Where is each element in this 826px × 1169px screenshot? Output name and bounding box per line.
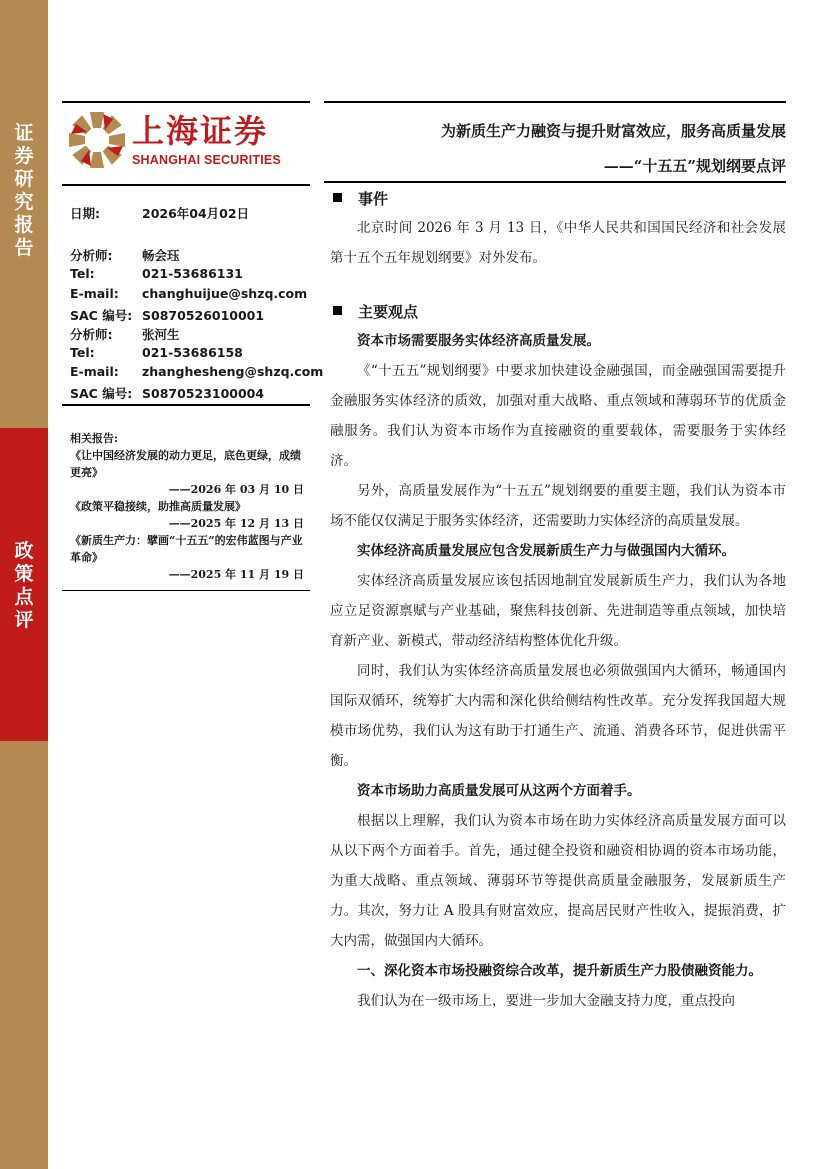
- analyst-name-row: [70, 325, 180, 343]
- analyst-tel-row: [70, 345, 243, 360]
- paragraph: 实体经济高质量发展应该包括因地制宜发展新质生产力，我们认为各地应立足资源禀赋与产业基础，聚焦科技创新、先进制造等重点领域，加快培育新产业、新模式，带动经济结构整体优化升级。: [330, 573, 786, 649]
- analyst-tel: 021-53686131: [142, 266, 243, 281]
- sidebar-report-type-label: 证 券 研 究 报 告: [14, 122, 34, 259]
- analyst-sac: S0870523100004: [142, 386, 265, 401]
- related-report-date: ——2025 年 12 月 13 日: [168, 517, 304, 530]
- related-report-title[interactable]: 《让中国经济发展的动力更足，底色更绿，成绩更亮》: [70, 449, 301, 479]
- info-bottom-rule: [62, 404, 310, 406]
- analyst-sac: S0870526010001: [142, 308, 265, 323]
- email-label: E-mail:: [70, 286, 119, 301]
- sac-label: SAC 编号:: [70, 386, 133, 401]
- event-paragraph: 北京时间 2026 年 3 月 13 日，《中华人民共和国国民经济和社会发展第十五个五年规划纲要》对外发布。: [330, 220, 786, 266]
- related-report-title[interactable]: 《政策平稳接续，助推高质量发展》: [70, 500, 246, 513]
- paragraph: 《“十五五”规划纲要》中要求加快建设金融强国，而金融强国需要提升金融服务实体经济的质效，加强对重大战略、重点领域和薄弱环节的优质金融服务。我们认为资本市场作为直接融资的重要载体，需要服务于实体经济。: [330, 363, 786, 469]
- paragraph: 我们认为在一级市场上，要进一步加大金融支持力度，重点投向: [357, 993, 735, 1009]
- left-top-rule: [62, 101, 310, 103]
- report-title: 为新质生产力融资与提升财富效应，服务高质量发展: [440, 122, 786, 140]
- bullet-square-icon: [333, 306, 342, 315]
- report-subtitle: ——“十五五”规划纲要点评: [603, 157, 786, 175]
- analyst-email: changhuijue@shzq.com: [142, 286, 308, 301]
- analyst-email-row: [70, 286, 307, 301]
- paragraph: 同时，我们认为实体经济高质量发展也必须做强国内大循环，畅通国内国际双循环，统筹扩大内需和深化供给侧结构性改革。充分发挥我国超大规模市场优势，我们认为这有助于打通生产、流通、消费各环节，促进供需平衡。: [330, 663, 786, 769]
- subheading-reform: 一、深化资本市场投融资综合改革，提升新质生产力股债融资能力。: [357, 963, 762, 979]
- analyst-name: 畅会珏: [142, 248, 180, 263]
- subheading-real-economy: 实体经济高质量发展应包含发展新质生产力与做强国内大循环。: [357, 543, 735, 559]
- analyst-name-row: [70, 246, 180, 264]
- email-label: E-mail:: [70, 364, 119, 379]
- sidebar-category-label: 政 策 点 评: [14, 540, 34, 631]
- event-heading: [333, 188, 388, 209]
- tel-label: Tel:: [70, 345, 95, 360]
- logo-chinese-name: 上海证券: [132, 112, 269, 150]
- views-heading: [333, 301, 418, 322]
- sac-label: SAC 编号:: [70, 308, 133, 323]
- subheading-two-aspects: 资本市场助力高质量发展可从这两个方面着手。: [357, 783, 641, 799]
- event-heading-text: 事件: [358, 190, 389, 208]
- right-header-rule: [324, 181, 786, 183]
- bullet-square-icon: [333, 193, 342, 202]
- related-report-title[interactable]: 《新质生产力：擘画“十五五”的宏伟蓝图与产业革命》: [70, 534, 303, 564]
- main-views-body: [330, 326, 786, 1016]
- analyst-label: 分析师:: [70, 248, 113, 263]
- right-top-rule: [324, 101, 786, 103]
- analyst-email: zhanghesheng@shzq.com: [142, 364, 324, 379]
- event-body: [330, 213, 786, 273]
- analyst-email-row: [70, 364, 323, 379]
- analyst-tel: 021-53686158: [142, 345, 243, 360]
- date-row: [70, 204, 249, 222]
- analyst-sac-row: [70, 384, 264, 402]
- analyst-label: 分析师:: [70, 327, 113, 342]
- related-reports: [70, 430, 310, 583]
- paragraph: 根据以上理解，我们认为资本市场在助力实体经济高质量发展方面可以从以下两个方面着手。首先，通过健全投资和融资相协调的资本市场功能，为重大战略、重点领域、薄弱环节等提供高质量金融服务，发展新质生产力。其次，努力让 A 股具有财富效应，提高居民财产性收入，提振消费，扩大内需，做强国内大循环。: [330, 813, 786, 949]
- date-label: 日期:: [70, 206, 100, 221]
- sidebar-bottom-band: [0, 741, 48, 1169]
- views-heading-text: 主要观点: [358, 303, 419, 321]
- analyst-sac-row: [70, 306, 264, 324]
- paragraph: 另外，高质量发展作为“十五五”规划纲要的重要主题，我们认为资本市场不能仅仅满足于服务实体经济，还需要助力实体经济的高质量发展。: [330, 483, 786, 529]
- left-header-rule: [62, 184, 310, 186]
- reports-bottom-rule: [62, 590, 310, 591]
- logo-english-name: SHANGHAI SECURITIES: [132, 153, 281, 167]
- logo-emblem-icon: [66, 109, 128, 171]
- date-value: 2026年04月02日: [142, 206, 250, 221]
- subheading-capital-market: 资本市场需要服务实体经济高质量发展。: [357, 333, 600, 349]
- analyst-tel-row: [70, 266, 243, 281]
- analyst-name: 张河生: [142, 327, 180, 342]
- related-report-date: ——2026 年 03 月 10 日: [168, 483, 304, 496]
- related-report-date: ——2025 年 11 月 19 日: [168, 568, 304, 581]
- related-reports-label: 相关报告:: [70, 432, 119, 445]
- company-logo: [66, 111, 286, 171]
- tel-label: Tel:: [70, 266, 95, 281]
